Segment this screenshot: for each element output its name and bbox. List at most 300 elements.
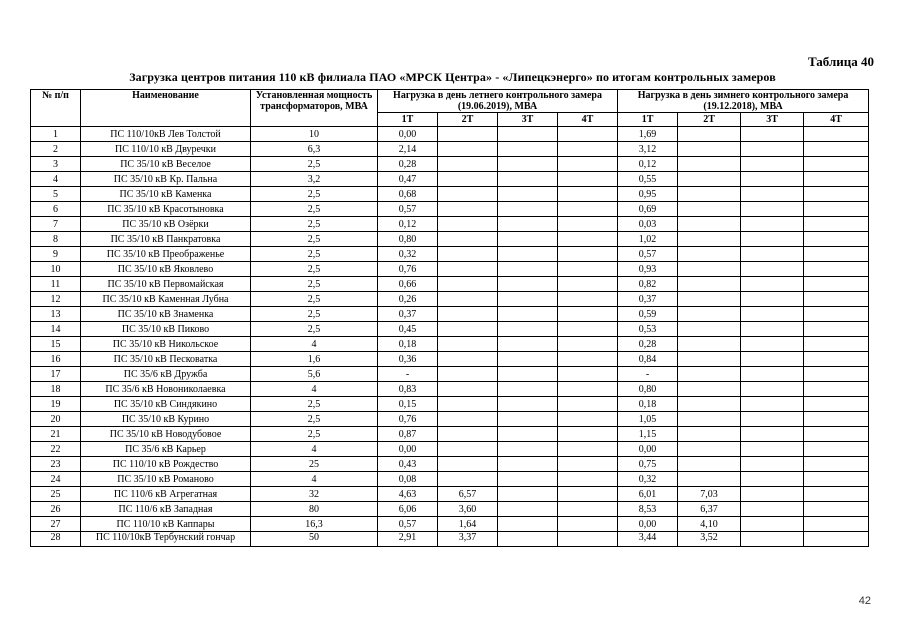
summer-load-4t	[558, 367, 618, 382]
row-number: 23	[31, 457, 81, 472]
summer-load-1t: 0,68	[378, 187, 438, 202]
summer-load-2t	[438, 232, 498, 247]
row-number: 6	[31, 202, 81, 217]
row-number: 26	[31, 502, 81, 517]
row-number: 1	[31, 127, 81, 142]
winter-load-3t	[741, 352, 804, 367]
row-number: 17	[31, 367, 81, 382]
winter-load-1t: 0,32	[618, 472, 678, 487]
table-number: Таблица 40	[807, 54, 874, 69]
summer-load-3t	[498, 172, 558, 187]
winter-load-1t: 0,95	[618, 187, 678, 202]
table-body	[31, 127, 869, 547]
winter-load-4t	[804, 172, 869, 187]
summer-load-3t	[498, 247, 558, 262]
summer-load-2t	[438, 337, 498, 352]
winter-load-2t	[678, 322, 741, 337]
header-winter-4t: 4Т	[804, 113, 869, 127]
winter-load-3t	[741, 502, 804, 517]
substation-name: ПС 35/10 кВ Романово	[81, 472, 251, 487]
table-row	[31, 352, 869, 367]
winter-load-3t	[741, 367, 804, 382]
winter-load-3t	[741, 322, 804, 337]
row-number: 18	[31, 382, 81, 397]
winter-load-3t	[741, 427, 804, 442]
winter-load-2t	[678, 187, 741, 202]
winter-load-3t	[741, 262, 804, 277]
winter-load-3t	[741, 172, 804, 187]
winter-load-1t: 1,69	[618, 127, 678, 142]
summer-load-2t	[438, 427, 498, 442]
summer-load-3t	[498, 472, 558, 487]
installed-capacity: 4	[251, 337, 378, 352]
installed-capacity: 6,3	[251, 142, 378, 157]
summer-load-4t	[558, 352, 618, 367]
summer-load-2t	[438, 142, 498, 157]
installed-capacity: 1,6	[251, 352, 378, 367]
summer-load-3t	[498, 307, 558, 322]
table-row	[31, 472, 869, 487]
summer-load-2t	[438, 382, 498, 397]
installed-capacity: 32	[251, 487, 378, 502]
summer-load-4t	[558, 277, 618, 292]
summer-load-3t	[498, 292, 558, 307]
summer-load-1t: -	[378, 367, 438, 382]
table-row	[31, 337, 869, 352]
substation-name: ПС 35/10 кВ Преображенье	[81, 247, 251, 262]
winter-load-1t: 0,57	[618, 247, 678, 262]
summer-load-1t: 0,00	[378, 442, 438, 457]
winter-load-2t	[678, 142, 741, 157]
summer-load-4t	[558, 262, 618, 277]
summer-load-4t	[558, 412, 618, 427]
winter-load-4t	[804, 127, 869, 142]
summer-load-2t	[438, 202, 498, 217]
winter-load-3t	[741, 472, 804, 487]
winter-load-3t	[741, 127, 804, 142]
row-number: 25	[31, 487, 81, 502]
row-number: 19	[31, 397, 81, 412]
winter-load-2t	[678, 172, 741, 187]
summer-load-4t	[558, 472, 618, 487]
winter-load-2t	[678, 472, 741, 487]
installed-capacity: 3,2	[251, 172, 378, 187]
table-row	[31, 412, 869, 427]
summer-load-4t	[558, 532, 618, 547]
summer-load-2t	[438, 307, 498, 322]
winter-load-4t	[804, 412, 869, 427]
winter-load-1t: 0,93	[618, 262, 678, 277]
winter-load-1t: -	[618, 367, 678, 382]
substation-name: ПС 35/10 кВ Песковатка	[81, 352, 251, 367]
summer-load-4t	[558, 217, 618, 232]
summer-load-1t: 0,12	[378, 217, 438, 232]
table-row	[31, 157, 869, 172]
table-row	[31, 292, 869, 307]
winter-load-1t: 1,02	[618, 232, 678, 247]
winter-load-1t: 3,12	[618, 142, 678, 157]
winter-load-4t	[804, 487, 869, 502]
winter-load-4t	[804, 382, 869, 397]
winter-load-2t	[678, 397, 741, 412]
winter-load-3t	[741, 202, 804, 217]
substation-name: ПС 35/10 кВ Яковлево	[81, 262, 251, 277]
winter-load-2t	[678, 292, 741, 307]
summer-load-2t	[438, 157, 498, 172]
winter-load-3t	[741, 277, 804, 292]
installed-capacity: 4	[251, 442, 378, 457]
substation-name: ПС 110/10 кВ Рождество	[81, 457, 251, 472]
installed-capacity: 2,5	[251, 157, 378, 172]
row-number: 5	[31, 187, 81, 202]
winter-load-4t	[804, 322, 869, 337]
winter-load-3t	[741, 412, 804, 427]
summer-load-3t	[498, 217, 558, 232]
winter-load-4t	[804, 337, 869, 352]
table-row	[31, 487, 869, 502]
winter-load-2t	[678, 457, 741, 472]
table-row	[31, 217, 869, 232]
row-number: 21	[31, 427, 81, 442]
winter-load-1t: 0,12	[618, 157, 678, 172]
summer-load-1t: 0,15	[378, 397, 438, 412]
winter-load-3t	[741, 307, 804, 322]
winter-load-3t	[741, 532, 804, 547]
table-row	[31, 202, 869, 217]
row-number: 20	[31, 412, 81, 427]
summer-load-3t	[498, 427, 558, 442]
summer-load-1t: 0,43	[378, 457, 438, 472]
summer-load-1t: 0,76	[378, 412, 438, 427]
summer-load-2t	[438, 217, 498, 232]
winter-load-3t	[741, 292, 804, 307]
row-number: 12	[31, 292, 81, 307]
winter-load-4t	[804, 307, 869, 322]
row-number: 24	[31, 472, 81, 487]
summer-load-1t: 0,57	[378, 202, 438, 217]
substation-name: ПС 35/10 кВ Новодубовое	[81, 427, 251, 442]
summer-load-4t	[558, 187, 618, 202]
summer-load-4t	[558, 517, 618, 532]
winter-load-4t	[804, 202, 869, 217]
winter-load-2t	[678, 232, 741, 247]
substation-name: ПС 110/10 кВ Каппары	[81, 517, 251, 532]
substation-name: ПС 35/10 кВ Пиково	[81, 322, 251, 337]
winter-load-1t: 0,00	[618, 442, 678, 457]
winter-load-4t	[804, 187, 869, 202]
summer-load-2t: 1,64	[438, 517, 498, 532]
winter-load-3t	[741, 442, 804, 457]
installed-capacity: 2,5	[251, 292, 378, 307]
summer-load-4t	[558, 142, 618, 157]
summer-load-3t	[498, 532, 558, 547]
table-row	[31, 442, 869, 457]
substation-name: ПС 35/6 кВ Карьер	[81, 442, 251, 457]
table-row	[31, 232, 869, 247]
summer-load-1t: 0,32	[378, 247, 438, 262]
summer-load-3t	[498, 442, 558, 457]
winter-load-4t	[804, 367, 869, 382]
installed-capacity: 2,5	[251, 262, 378, 277]
substation-name: ПС 35/10 кВ Первомайская	[81, 277, 251, 292]
winter-load-4t	[804, 157, 869, 172]
summer-load-1t: 2,14	[378, 142, 438, 157]
winter-load-2t: 3,52	[678, 532, 741, 547]
winter-load-4t	[804, 457, 869, 472]
header-winter-load: Нагрузка в день зимнего контрольного замера (19.12.2018), МВА	[618, 90, 869, 113]
row-number: 2	[31, 142, 81, 157]
winter-load-4t	[804, 217, 869, 232]
summer-load-2t	[438, 367, 498, 382]
summer-load-1t: 0,83	[378, 382, 438, 397]
winter-load-2t	[678, 412, 741, 427]
summer-load-4t	[558, 127, 618, 142]
header-winter-2t: 2Т	[678, 113, 741, 127]
winter-load-2t: 6,37	[678, 502, 741, 517]
winter-load-1t: 1,15	[618, 427, 678, 442]
winter-load-1t: 0,80	[618, 382, 678, 397]
winter-load-3t	[741, 457, 804, 472]
installed-capacity: 80	[251, 502, 378, 517]
winter-load-2t	[678, 262, 741, 277]
installed-capacity: 2,5	[251, 397, 378, 412]
header-summer-1t: 1Т	[378, 113, 438, 127]
winter-load-4t	[804, 517, 869, 532]
summer-load-2t: 3,37	[438, 532, 498, 547]
summer-load-2t	[438, 322, 498, 337]
winter-load-1t: 0,69	[618, 202, 678, 217]
installed-capacity: 2,5	[251, 322, 378, 337]
row-number: 4	[31, 172, 81, 187]
winter-load-1t: 6,01	[618, 487, 678, 502]
table-row	[31, 142, 869, 157]
winter-load-3t	[741, 217, 804, 232]
summer-load-2t	[438, 247, 498, 262]
summer-load-3t	[498, 232, 558, 247]
table-row	[31, 262, 869, 277]
summer-load-4t	[558, 157, 618, 172]
summer-load-3t	[498, 352, 558, 367]
substation-name: ПС 35/6 кВ Дружба	[81, 367, 251, 382]
installed-capacity: 2,5	[251, 277, 378, 292]
installed-capacity: 2,5	[251, 217, 378, 232]
winter-load-2t	[678, 367, 741, 382]
summer-load-4t	[558, 382, 618, 397]
installed-capacity: 50	[251, 532, 378, 547]
substation-name: ПС 110/10кВ Лев Толстой	[81, 127, 251, 142]
summer-load-4t	[558, 502, 618, 517]
row-number: 27	[31, 517, 81, 532]
header-summer-4t: 4Т	[558, 113, 618, 127]
row-number: 7	[31, 217, 81, 232]
summer-load-2t: 3,60	[438, 502, 498, 517]
summer-load-4t	[558, 442, 618, 457]
winter-load-3t	[741, 157, 804, 172]
winter-load-3t	[741, 187, 804, 202]
table-row	[31, 397, 869, 412]
installed-capacity: 2,5	[251, 247, 378, 262]
winter-load-1t: 1,05	[618, 412, 678, 427]
row-number: 8	[31, 232, 81, 247]
winter-load-4t	[804, 427, 869, 442]
table-row	[31, 532, 869, 547]
summer-load-4t	[558, 232, 618, 247]
winter-load-1t: 0,59	[618, 307, 678, 322]
summer-load-1t: 0,87	[378, 427, 438, 442]
summer-load-2t	[438, 127, 498, 142]
table-row	[31, 127, 869, 142]
summer-load-3t	[498, 187, 558, 202]
table-row	[31, 307, 869, 322]
summer-load-3t	[498, 142, 558, 157]
summer-load-3t	[498, 277, 558, 292]
summer-load-2t	[438, 277, 498, 292]
summer-load-3t	[498, 337, 558, 352]
winter-load-4t	[804, 142, 869, 157]
summer-load-1t: 0,08	[378, 472, 438, 487]
summer-load-1t: 0,45	[378, 322, 438, 337]
substation-load-table	[30, 89, 869, 547]
winter-load-1t: 0,75	[618, 457, 678, 472]
substation-name: ПС 35/6 кВ Новониколаевка	[81, 382, 251, 397]
substation-name: ПС 35/10 кВ Красотыновка	[81, 202, 251, 217]
winter-load-2t	[678, 247, 741, 262]
summer-load-3t	[498, 202, 558, 217]
summer-load-4t	[558, 307, 618, 322]
row-number: 28	[31, 532, 81, 547]
winter-load-4t	[804, 352, 869, 367]
summer-load-2t	[438, 172, 498, 187]
winter-load-3t	[741, 382, 804, 397]
summer-load-2t	[438, 292, 498, 307]
winter-load-1t: 0,55	[618, 172, 678, 187]
substation-name: ПС 35/10 кВ Каменная Лубна	[81, 292, 251, 307]
winter-load-2t	[678, 427, 741, 442]
winter-load-2t	[678, 202, 741, 217]
summer-load-4t	[558, 322, 618, 337]
winter-load-1t: 0,00	[618, 517, 678, 532]
winter-load-4t	[804, 472, 869, 487]
summer-load-2t	[438, 262, 498, 277]
winter-load-2t	[678, 337, 741, 352]
substation-name: ПС 35/10 кВ Кр. Пальна	[81, 172, 251, 187]
substation-name: ПС 35/10 кВ Озёрки	[81, 217, 251, 232]
page-number: 42	[858, 595, 871, 607]
summer-load-4t	[558, 247, 618, 262]
summer-load-3t	[498, 262, 558, 277]
summer-load-3t	[498, 157, 558, 172]
table-row	[31, 367, 869, 382]
header-winter-1t: 1Т	[618, 113, 678, 127]
winter-load-4t	[804, 262, 869, 277]
winter-load-1t: 3,44	[618, 532, 678, 547]
winter-load-2t	[678, 442, 741, 457]
winter-load-3t	[741, 517, 804, 532]
winter-load-4t	[804, 397, 869, 412]
summer-load-3t	[498, 457, 558, 472]
summer-load-4t	[558, 172, 618, 187]
summer-load-1t: 0,47	[378, 172, 438, 187]
table-row	[31, 502, 869, 517]
table-row	[31, 187, 869, 202]
summer-load-2t	[438, 397, 498, 412]
summer-load-1t: 0,26	[378, 292, 438, 307]
summer-load-4t	[558, 487, 618, 502]
summer-load-3t	[498, 502, 558, 517]
winter-load-4t	[804, 532, 869, 547]
winter-load-1t: 8,53	[618, 502, 678, 517]
winter-load-1t: 0,37	[618, 292, 678, 307]
winter-load-3t	[741, 142, 804, 157]
winter-load-1t: 0,18	[618, 397, 678, 412]
header-capacity: Установленная мощность трансформаторов, МВА	[251, 90, 378, 127]
winter-load-1t: 0,84	[618, 352, 678, 367]
row-number: 14	[31, 322, 81, 337]
summer-load-3t	[498, 517, 558, 532]
winter-load-1t: 0,82	[618, 277, 678, 292]
winter-load-3t	[741, 247, 804, 262]
table-row	[31, 322, 869, 337]
winter-load-3t	[741, 487, 804, 502]
header-name: Наименование	[81, 90, 251, 127]
substation-name: ПС 110/10 кВ Двуречки	[81, 142, 251, 157]
winter-load-2t	[678, 352, 741, 367]
summer-load-2t	[438, 457, 498, 472]
installed-capacity: 2,5	[251, 307, 378, 322]
summer-load-1t: 0,18	[378, 337, 438, 352]
winter-load-4t	[804, 502, 869, 517]
substation-name: ПС 110/6 кВ Агрегатная	[81, 487, 251, 502]
summer-load-1t: 0,36	[378, 352, 438, 367]
summer-load-2t	[438, 472, 498, 487]
installed-capacity: 4	[251, 382, 378, 397]
summer-load-1t: 0,28	[378, 157, 438, 172]
header-summer-3t: 3Т	[498, 113, 558, 127]
summer-load-1t: 2,91	[378, 532, 438, 547]
table-row	[31, 172, 869, 187]
summer-load-3t	[498, 397, 558, 412]
table-row	[31, 427, 869, 442]
winter-load-2t	[678, 382, 741, 397]
installed-capacity: 2,5	[251, 187, 378, 202]
winter-load-2t	[678, 157, 741, 172]
substation-name: ПС 35/10 кВ Никольское	[81, 337, 251, 352]
winter-load-2t	[678, 217, 741, 232]
summer-load-4t	[558, 397, 618, 412]
winter-load-3t	[741, 397, 804, 412]
summer-load-4t	[558, 427, 618, 442]
summer-load-3t	[498, 382, 558, 397]
installed-capacity: 10	[251, 127, 378, 142]
summer-load-1t: 4,63	[378, 487, 438, 502]
winter-load-1t: 0,53	[618, 322, 678, 337]
summer-load-3t	[498, 322, 558, 337]
substation-name: ПС 110/6 кВ Западная	[81, 502, 251, 517]
winter-load-1t: 0,03	[618, 217, 678, 232]
winter-load-2t: 7,03	[678, 487, 741, 502]
summer-load-4t	[558, 292, 618, 307]
summer-load-2t: 6,57	[438, 487, 498, 502]
summer-load-2t	[438, 442, 498, 457]
row-number: 9	[31, 247, 81, 262]
summer-load-3t	[498, 127, 558, 142]
summer-load-4t	[558, 202, 618, 217]
summer-load-2t	[438, 412, 498, 427]
installed-capacity: 2,5	[251, 427, 378, 442]
summer-load-1t: 0,37	[378, 307, 438, 322]
substation-name: ПС 35/10 кВ Каменка	[81, 187, 251, 202]
summer-load-4t	[558, 457, 618, 472]
